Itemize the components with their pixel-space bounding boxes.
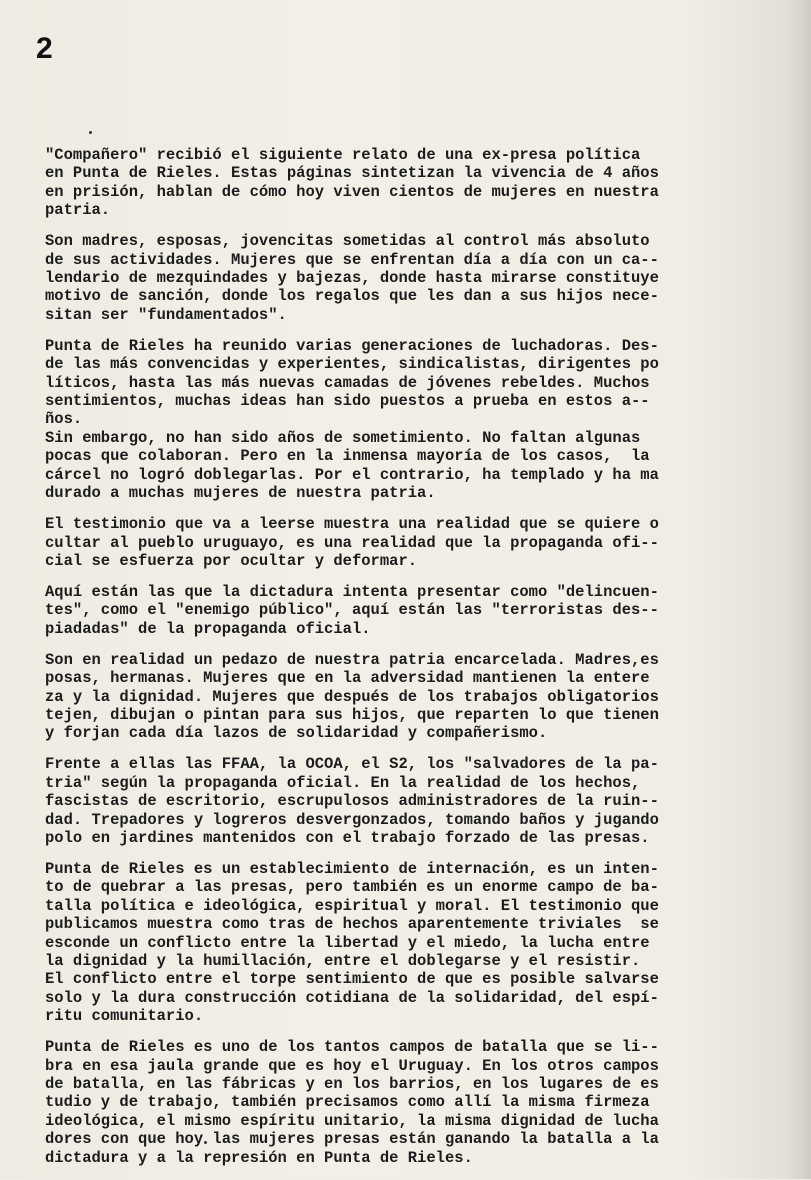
paragraph-establishment: Punta de Rieles es un establecimiento de internación, es un inten- to de quebrar a las presas, pero también es un enorme campo de ba- talla política e ideológica, espiritual y moral. El testimonio que publicamos muestra como tras de hechos aparentemente triviales se esconde un conflicto entre la libertad y el miedo, la lucha entre la dignidad y la humillación, entre el doblegarse y el resistir. El conflicto entre el torpe sentimiento de que es posible salvarse solo y la dura construcción cotidiana de la solidaridad, del espí- ritu comunitario.: [45, 859, 659, 1026]
paragraph-generations: Punta de Rieles ha reunido varias generaciones de luchadoras. Des- de las más convencidas y experientes, sindicalistas, dirigentes po líticos, hasta las más nuevas camadas de jóvenes rebeldes. Muchos sentimientos, muchas ideas han sido puestos a prueba en estos a-- ños.: [45, 336, 659, 429]
ink-speck: [89, 131, 92, 134]
paragraph-battlefields: Punta de Rieles es uno de los tantos campos de batalla que se li-- bra en esa jaula grande que es hoy el Uruguay. En los otros campos de batalla, en las fábricas y en los barrios, en los lugares de es tudio y de trabajo, también precisamos como allí la misma firmeza ideológica, el mismo espíritu unitario, la misma dignidad de lucha dores con que hoy las mujeres presas están ganando la batalla a la dictadura y a la represión en Punta de Rieles.: [45, 1038, 659, 1167]
article-body: [45, 146, 775, 1180]
page-number: 2: [36, 32, 53, 65]
paragraph-intro: "Compañero" recibió el siguiente relato de una ex-presa política en Punta de Rieles. Estas páginas sintetizan la vivencia de 4 años en prisión, hablan de cómo hoy viven cientos de mujeres en nuestra patria.: [45, 146, 659, 220]
paragraph-dictatorship-presentation: Aquí están las que la dictadura intenta presentar como "delincuen- tes", como el "enemigo público", aquí están las "terroristas des-- piadadas" de la propaganda oficial.: [45, 582, 659, 638]
paragraph-mothers-wives: Son madres, esposas, jovencitas sometidas al control más absoluto de sus actividades. Mujeres que se enfrentan día a día con un ca-- lendario de mezquindades y bajezas, donde hasta mirarse constituye motivo de sanción, donde los regalos que les dan a sus hijos nece- sitan ser "fundamentados".: [45, 232, 659, 324]
paragraph-not-submission: Sin embargo, no han sido años de sometimiento. No faltan algunas pocas que colaboran. Pero en la inmensa mayoría de los casos, la cárcel no logró doblegarlas. Por el contrario, ha templado y ha ma durado a muchas mujeres de nuestra patria.: [45, 428, 659, 503]
paragraph-ffaa-ocoa: Frente a ellas las FFAA, la OCOA, el S2, los "salvadores de la pa- tria" según la propaganda oficial. En la realidad de los hechos, fascistas de escritorio, escrupulosos administradores de la ruin-- dad. Trepadores y logreros desvergonzados, tomando baños y jugando polo en jardines mantenidos con el trabajo forzado de las presas.: [45, 755, 659, 847]
paragraph-testimony-reality: El testimonio que va a leerse muestra una realidad que se quiere o cultar al pueblo uruguayo, es una realidad que la propaganda ofi-- cial se esfuerza por ocultar y deformar.: [45, 515, 659, 570]
paragraph-imprisoned-homeland: Son en realidad un pedazo de nuestra patria encarcelada. Madres,es posas, hermanas. Mujeres que en la adversidad mantienen la entere za y la dignidad. Mujeres que después de los trabajos obligatorios tejen, dibujan o pintan para sus hijos, que reparten lo que tienen y forjan cada día lazos de solidaridad y compañerismo.: [45, 650, 659, 743]
